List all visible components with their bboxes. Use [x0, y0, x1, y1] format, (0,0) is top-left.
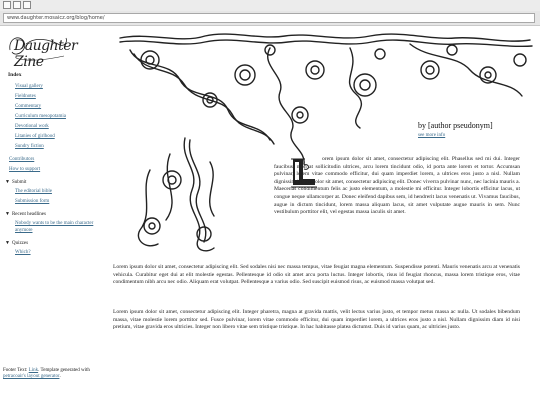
recent-section	[5, 211, 105, 234]
support-link[interactable]: How to support	[9, 167, 41, 172]
sidebar-index-list	[15, 83, 105, 150]
submit-heading: Submit	[11, 180, 27, 185]
triangle-down-icon: ▼	[5, 241, 10, 246]
quizzes-heading: Quizzes	[11, 241, 29, 246]
sidebar	[5, 72, 105, 259]
site-logo[interactable]	[6, 30, 78, 70]
footer-text: . Template generated with	[38, 368, 90, 373]
address-bar	[0, 11, 540, 26]
submission-form-link[interactable]: Submission form	[15, 199, 50, 204]
ornament-flourish-icon	[110, 30, 540, 255]
quizzes-toggle[interactable]	[5, 240, 105, 247]
submit-item[interactable]	[15, 198, 105, 205]
editorial-bible-link[interactable]: The editorial bible	[15, 189, 52, 194]
edit-icon[interactable]	[23, 1, 31, 9]
logo-wordmark: Daughter Zine	[14, 38, 78, 70]
footer-text: .	[59, 374, 61, 379]
article-paragraph-2: Lorem ipsum dolor sit amet, consectetur adipiscing elit. Sed sodales nisi nec massa tempus, vitae feugiat magna elementum. Suspendisse potenti. Mauris venenatis arcu at venenatis vehicula. Curabitur eget dui at elit molestie egestas. Pellentesque id odio sit amet arcu porta luctus. Integer lobortis, risus id feugiat rhoncus, massa lorem tristique eros, vitae condimentum nibh arcu nec odio. Aliquam erat volutpat. Pellentesque a varius odio. Sed suscipit euismod risus, ac euismod massa volutpat sed.	[113, 264, 520, 286]
more-info-link[interactable]: see more info	[418, 133, 446, 138]
generator-link[interactable]: petracoair's layout generator	[3, 374, 60, 379]
triangle-down-icon: ▼	[5, 212, 10, 217]
footer-text: Footer Text:	[3, 368, 29, 373]
sidebar-link[interactable]: Devotional work	[15, 124, 49, 129]
print-icon[interactable]	[13, 1, 21, 9]
recent-item[interactable]	[15, 220, 105, 234]
recent-toggle[interactable]	[5, 211, 105, 218]
quiz-item[interactable]	[15, 249, 105, 256]
submit-toggle[interactable]	[5, 179, 105, 186]
sidebar-item-litanies[interactable]	[15, 133, 105, 140]
sidebar-link[interactable]: Fieldnotes	[15, 94, 36, 99]
file-icon[interactable]	[3, 1, 11, 9]
sidebar-item-visual-gallery[interactable]	[15, 83, 105, 90]
recent-heading: Recent headlines	[11, 212, 46, 217]
sidebar-item-commentary[interactable]	[15, 103, 105, 110]
sidebar-link[interactable]: Commentary	[15, 104, 42, 109]
footer-link[interactable]: Link	[28, 368, 39, 373]
article-paragraph-1: orem ipsum dolor sit amet, consectetur adipiscing elit. Phasellus sed mi dui. Integer faucibus, nibh at sollicitudin ultrices, arcu lorem tincidunt odio, id porta ante lorem et tortor. Accumsan pulvinar, lorem vitae commodo efficitur, dui quam imperdiet lorem, a ultrices eros justo a nisl. Nullam dignissim ipsum dolor sit amet, consectetur adipiscing elit. Donec viverra pulvinar nunc, nec lacinia mauris a. Maecenas condimentum felis ac justo elementum, a molestie mi efficitur. Integer lobortis efficitur lacus, ut congue neque ullamcorper at. Donec eleifend dapibus sem, id hendrerit lacus venenatis ut. Vivamus faucibus, augue in dictum tincidunt, lorem massa aliquam lacus, sit amet vulputate augue mauris in sem. Nunc vestibulum porttitor elit, vel egestas massa iaculis sit amet.	[274, 156, 520, 216]
submit-item[interactable]	[15, 188, 105, 195]
article-paragraph-3: Lorem ipsum dolor sit amet, consectetur adipiscing elit. Integer pharetra, magna at gravida mattis, velit lectus varius justo, et tempor metus massa ac nulla. Ut sodales bibendum massa, vitae molestie lorem porttitor sed. Fusce pulvinar, lorem vitae commodo efficitur, dui quam imperdiet lorem, a ultrices eros justo a nisl. Nullam dignissim diam id nisi pretium, vitae gravida eros ultricies. Integer non libero vitae sem tristique tristique. In hac habitasse platea dictumst. Duis id varius quam, ac ultricies justo.	[113, 309, 520, 331]
triangle-down-icon: ▼	[5, 180, 10, 185]
quizzes-section	[5, 240, 105, 256]
sidebar-item-devotional[interactable]	[15, 123, 105, 130]
author-byline: by [author pseudonym]	[418, 121, 493, 130]
sidebar-index-heading: Index	[8, 72, 22, 78]
sidebar-link[interactable]: Litanies of girlhood	[15, 134, 55, 139]
quiz-link[interactable]: Which?	[15, 250, 31, 255]
sidebar-link[interactable]: Visual gallery	[15, 84, 43, 89]
sidebar-item-curriculum[interactable]	[15, 113, 105, 120]
sidebar-item-fieldnotes[interactable]	[15, 93, 105, 100]
sidebar-link[interactable]: Curriculum mesopotamia	[15, 114, 66, 119]
recent-headline-link[interactable]: Nobody wants to be the main character anymore	[15, 221, 94, 233]
url-input[interactable]: www.daughter.mosaicz.org/blog/home/	[3, 13, 535, 23]
sidebar-item-fiction[interactable]	[15, 143, 105, 150]
contributors-link[interactable]: Contributors	[9, 157, 35, 162]
submit-section	[5, 179, 105, 205]
footer	[3, 368, 113, 380]
sidebar-link[interactable]: Sundry fiction	[15, 144, 44, 149]
